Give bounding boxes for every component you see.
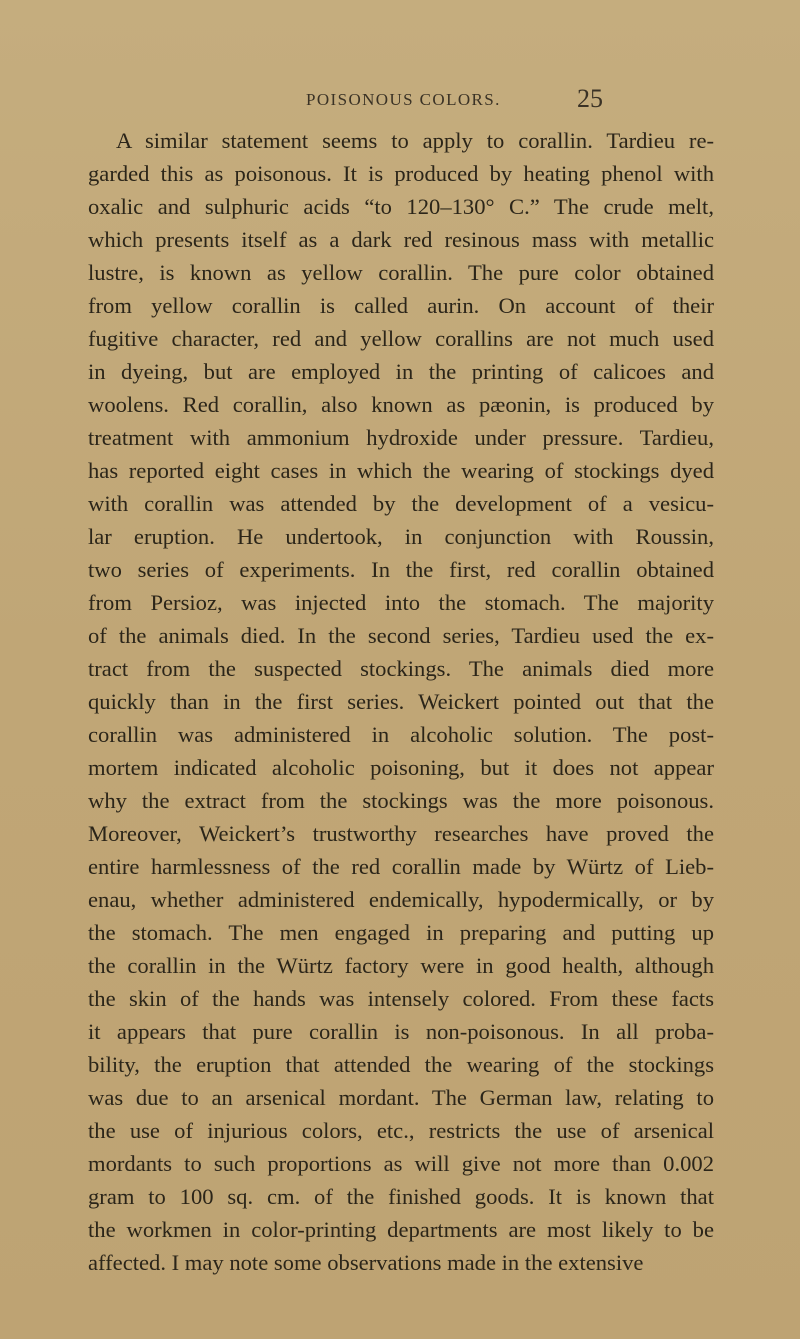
text-line: quickly than in the first series. Weickert pointed out that the xyxy=(88,689,714,714)
text-line: oxalic and sulphuric acids “to 120–130° C.” The crude melt, xyxy=(88,194,714,219)
text-line: entire harmlessness of the red corallin made by Würtz of Lieb- xyxy=(88,854,714,879)
text-line: corallin was administered in alcoholic solution. The post- xyxy=(88,722,714,747)
text-line: lustre, is known as yellow corallin. The pure color obtained xyxy=(88,260,714,285)
running-head xyxy=(0,82,800,122)
text-line: A similar statement seems to apply to corallin. Tardieu re- xyxy=(116,128,714,153)
text-line: gram to 100 sq. cm. of the finished goods. It is known that xyxy=(88,1184,714,1209)
text-line: from Persioz, was injected into the stomach. The majority xyxy=(88,590,714,615)
text-line: bility, the eruption that attended the wearing of the stockings xyxy=(88,1052,714,1077)
text-line: the skin of the hands was intensely colored. From these facts xyxy=(88,986,714,1011)
text-line: enau, whether administered endemically, hypodermically, or by xyxy=(88,887,714,912)
text-line: from yellow corallin is called aurin. On account of their xyxy=(88,293,714,318)
text-line: tract from the suspected stockings. The animals died more xyxy=(88,656,714,681)
text-line: the stomach. The men engaged in preparing and putting up xyxy=(88,920,714,945)
body-text xyxy=(88,124,714,1279)
text-line: lar eruption. He undertook, in conjunction with Roussin, xyxy=(88,524,714,549)
text-line: the workmen in color-printing departments are most likely to be xyxy=(88,1217,714,1242)
text-line: it appears that pure corallin is non-poisonous. In all proba- xyxy=(88,1019,714,1044)
text-line: two series of experiments. In the first, red corallin obtained xyxy=(88,557,714,582)
text-line: Moreover, Weickert’s trustworthy researches have proved the xyxy=(88,821,714,846)
running-head-title: POISONOUS COLORS. xyxy=(306,90,501,109)
text-line: has reported eight cases in which the wearing of stockings dyed xyxy=(88,458,714,483)
text-line: treatment with ammonium hydroxide under pressure. Tardieu, xyxy=(88,425,714,450)
text-line: was due to an arsenical mordant. The German law, relating to xyxy=(88,1085,714,1110)
text-line: the use of injurious colors, etc., restricts the use of arsenical xyxy=(88,1118,714,1143)
text-line: the corallin in the Würtz factory were in good health, although xyxy=(88,953,714,978)
text-line: mortem indicated alcoholic poisoning, but it does not appear xyxy=(88,755,714,780)
text-line: mordants to such proportions as will give not more than 0.002 xyxy=(88,1151,714,1176)
text-line: fugitive character, red and yellow corallins are not much used xyxy=(88,326,714,351)
text-line: garded this as poisonous. It is produced by heating phenol with xyxy=(88,161,714,186)
text-line: which presents itself as a dark red resinous mass with metallic xyxy=(88,227,714,252)
page-number: 25 xyxy=(577,84,603,113)
text-line: affected. I may note some observations made in the extensive xyxy=(88,1250,644,1275)
text-line: of the animals died. In the second series, Tardieu used the ex- xyxy=(88,623,714,648)
text-line: woolens. Red corallin, also known as pæonin, is produced by xyxy=(88,392,714,417)
text-line: in dyeing, but are employed in the printing of calicoes and xyxy=(88,359,714,384)
text-line: why the extract from the stockings was the more poisonous. xyxy=(88,788,714,813)
text-line: with corallin was attended by the development of a vesicu- xyxy=(88,491,714,516)
